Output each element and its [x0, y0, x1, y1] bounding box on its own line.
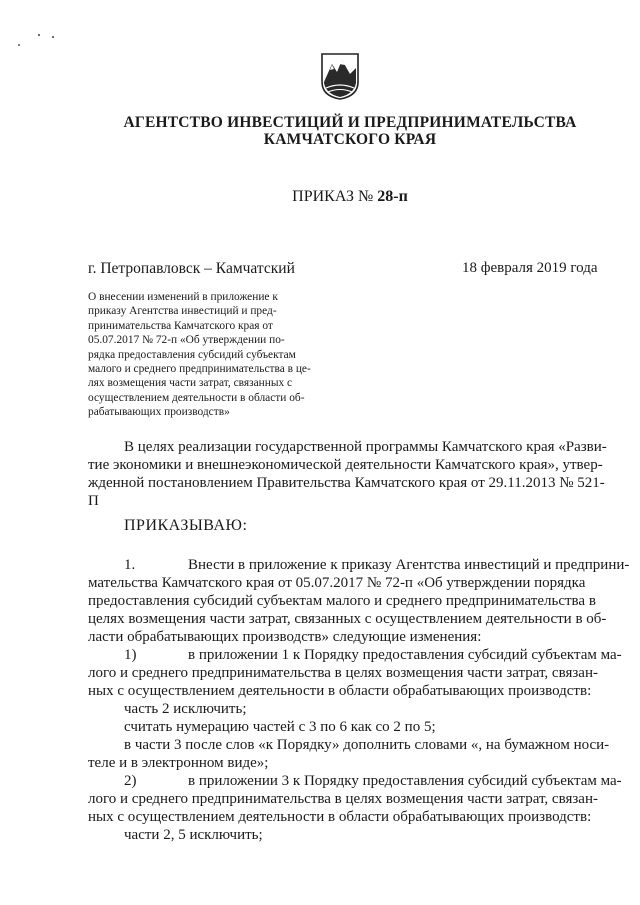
subitem-2-a: части 2, 5 исключить;	[124, 827, 263, 843]
item-1-line: ласти обрабатывающих производств» следующие изменения:	[88, 629, 482, 645]
subject-line: рабатывающих производств»	[88, 406, 230, 419]
order-subject	[88, 290, 320, 420]
organization-name	[100, 114, 600, 148]
organization-line-1: АГЕНТСТВО ИНВЕСТИЦИЙ И ПРЕДПРИНИМАТЕЛЬСТВА	[123, 114, 577, 131]
subitem-1-b: считать нумерацию частей с 3 по 6 как со 2 по 5;	[124, 719, 436, 735]
subject-line: принимательства Камчатского края от	[88, 319, 273, 332]
subitem-1-line: ных с осуществлением деятельности в области обрабатывающих производств:	[88, 683, 592, 699]
subitem-1-line: лого и среднего предпринимательства в целях возмещения части затрат, связан-	[88, 665, 598, 681]
preamble-line: жденной постановлением Правительства Камчатского края от 29.11.2013 № 521-	[88, 475, 605, 491]
subitem-2-text: в приложении 3 к Порядку предоставления субсидий субъектам ма-	[188, 773, 622, 789]
preamble-line: В целях реализации государственной программы Камчатского края «Разви-	[124, 439, 607, 455]
subitem-2-first-line	[88, 772, 622, 790]
subject-line: осуществлением деятельности в области об-	[88, 391, 305, 404]
subject-line: 05.07.2017 № 72-п «Об утверждении по-	[88, 334, 285, 347]
subitem-2-line: лого и среднего предпринимательства в целях возмещения части затрат, связан-	[88, 791, 598, 807]
subject-line: рядка предоставления субсидий субъектам	[88, 348, 296, 361]
subject-line: малого и среднего предпринимательства в це-	[88, 363, 311, 376]
subitem-1-c-line-1: в части 3 после слов «к Порядку» дополнить словами «, на бумажном носи-	[124, 737, 610, 753]
subject-line: О внесении изменений в приложение к	[88, 291, 278, 303]
subitem-1-c-line-2: теле и в электронном виде»;	[88, 755, 269, 771]
order-items	[88, 556, 630, 844]
order-title	[200, 188, 500, 206]
order-number: 28-п	[377, 188, 408, 205]
subitem-2-line: ных с осуществлением деятельности в области обрабатывающих производств:	[88, 809, 592, 825]
order-date: 18 февраля 2019 года	[462, 260, 598, 276]
item-1-line: предоставления субсидий субъектам малого и среднего предпринимательства в	[88, 593, 596, 609]
subitem-1-first-line	[88, 646, 622, 664]
scan-speck	[38, 34, 40, 36]
subitem-1-text: в приложении 1 к Порядку предоставления субсидий субъектам ма-	[188, 647, 622, 663]
subject-line: приказу Агентства инвестиций и пред-	[88, 305, 277, 318]
kamchatka-crest-icon	[320, 52, 360, 100]
scan-speck	[52, 36, 54, 38]
city: г. Петропавловск – Камчатский	[88, 260, 295, 277]
decree-word: ПРИКАЗЫВАЮ:	[124, 517, 248, 534]
preamble-line: тие экономики и внешнеэкономической деятельности Камчатского края», утвер-	[88, 457, 603, 473]
subitem-2-number: 2)	[124, 773, 137, 789]
scan-speck	[18, 44, 20, 46]
organization-line-2: КАМЧАТСКОГО КРАЯ	[263, 131, 437, 148]
subitem-1-a: часть 2 исключить;	[124, 701, 247, 717]
item-1-line: мательства Камчатского края от 05.07.2017 № 72-п «Об утверждении порядка	[88, 575, 586, 591]
order-label: ПРИКАЗ №	[292, 188, 378, 205]
item-1-first-line	[88, 556, 630, 574]
preamble-paragraph	[88, 438, 608, 510]
item-1-text: Внести в приложение к приказу Агентства инвестиций и предприни-	[188, 557, 630, 573]
subject-line: лях возмещения части затрат, связанных с	[88, 377, 293, 390]
preamble-line: П	[88, 493, 99, 509]
item-1-number: 1.	[124, 557, 136, 573]
subitem-1-number: 1)	[124, 647, 137, 663]
item-1-line: целях возмещения части затрат, связанных с осуществлением деятельности в об-	[88, 611, 607, 627]
